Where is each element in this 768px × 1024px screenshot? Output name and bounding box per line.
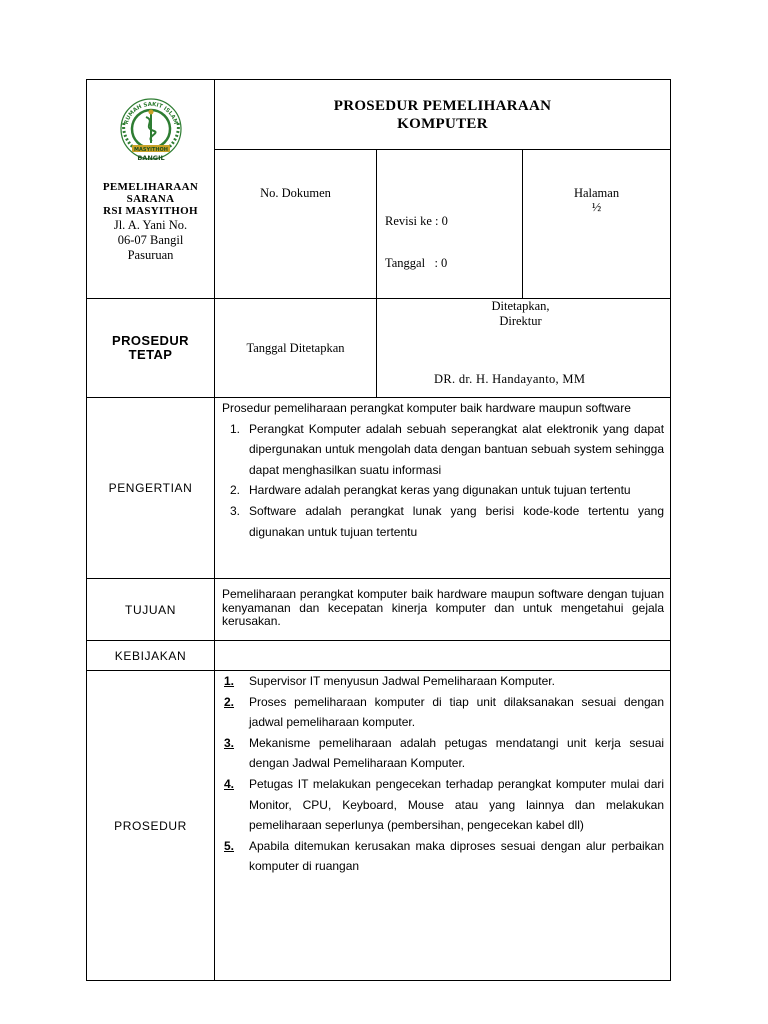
item-text: Petugas IT melakukan pengecekan terhadap perangkat komputer mulai dari Monitor, CPU, Keyboard, Mouse atau yang lainnya dan melakukan pemeliharaan seperlunya (pembersihan, pengecekan kabel dll) [249, 776, 665, 833]
no-dokumen-label: No. Dokumen [260, 186, 331, 200]
pengertian-content [215, 398, 671, 579]
list-item [222, 733, 664, 774]
logo-bottom-text: BANGIL [136, 154, 165, 162]
document-title [215, 80, 671, 150]
address-line-3: Pasuruan [127, 248, 174, 262]
item-text: Apabila ditemukan kerusakan maka diproses sesuai dengan alur perbaikan komputer di ruangan [249, 838, 665, 874]
list-item [222, 671, 664, 692]
kebijakan-label-cell [87, 641, 215, 671]
item-number: 2. [230, 483, 241, 498]
item-text: Perangkat Komputer adalah sebuah seperangkat alat elektronik yang dapat dipergunakan untuk mengolah data dengan bantuan sebuah system sehingga dapat menghasilkan suatu informasi [249, 421, 665, 477]
item-number: 1. [224, 674, 235, 688]
tujuan-text: Pemeliharaan perangkat komputer baik hardware maupun software dengan tujuan kenyamanan dan kecepatan kinerja komputer dan untuk mengetahui gejala kerusakan. [222, 587, 665, 628]
org-line-1: PEMELIHARAAN [102, 181, 199, 193]
halaman-label: Halaman [573, 186, 620, 200]
prosedur-content [215, 671, 671, 981]
protap-label-cell [87, 299, 215, 398]
item-number: 4. [224, 776, 235, 791]
list-item [222, 774, 664, 836]
tanggal-label: Tanggal : 0 [385, 256, 448, 270]
penetapan-cell [377, 299, 671, 398]
list-item [222, 692, 664, 733]
list-item [222, 480, 664, 501]
item-number: 2. [224, 694, 235, 709]
item-number: 5. [224, 838, 235, 853]
logo-org-cell [87, 80, 215, 299]
logo-arc-text: RUMAH SAKIT ISLAM [123, 101, 178, 126]
prosedur-label: PROSEDUR [114, 818, 187, 833]
list-item [222, 836, 664, 877]
tanggal-ditetapkan-cell [215, 299, 377, 398]
org-line-3: RSI MASYITHOH [103, 205, 198, 217]
list-item [222, 501, 664, 542]
title-line-1: PROSEDUR PEMELIHARAAN [333, 98, 552, 114]
sop-document-table [86, 79, 671, 981]
item-text: Software adalah perangkat lunak yang berisi kode-kode tertentu yang digunakan untuk tujuan tertentu [249, 503, 665, 539]
protap-label-line-2: TETAP [128, 347, 173, 362]
item-text: Mekanisme pemeliharaan adalah petugas mendatangi unit kerja sesuai dengan Jadwal Pemeliharaan Komputer. [249, 735, 665, 771]
tujuan-label: TUJUAN [125, 602, 176, 617]
tujuan-label-cell [87, 579, 215, 641]
nama-direktur: DR. dr. H. Handayanto, MM [434, 372, 586, 386]
item-number: 3. [230, 503, 241, 518]
item-number: 3. [224, 735, 235, 750]
revisi-cell [377, 150, 523, 299]
ditetapkan-label: Ditetapkan, [491, 299, 550, 313]
pengertian-label: PENGERTIAN [108, 481, 193, 495]
item-text: Supervisor IT menyusun Jadwal Pemeliharaan Komputer. [249, 674, 555, 688]
protap-label-line-1: PROSEDUR [112, 333, 189, 348]
item-number: 1. [230, 421, 241, 436]
prosedur-label-cell [87, 671, 215, 981]
item-text: Proses pemeliharaan komputer di tiap unit dilaksanakan sesuai dengan jadwal pemeliharaan komputer. [249, 694, 665, 730]
address-line-2: 06-07 Bangil [117, 233, 184, 247]
pengertian-intro: Prosedur pemeliharaan perangkat komputer baik hardware maupun software [222, 401, 631, 415]
logo-ribbon-text: MASYITHOH [133, 146, 168, 153]
pengertian-list [222, 419, 664, 543]
address-line-1: Jl. A. Yani No. [113, 218, 188, 232]
revisi-label: Revisi ke : 0 [385, 214, 448, 228]
halaman-value: ½ [591, 200, 602, 214]
no-dokumen-cell [215, 150, 377, 299]
item-text: Hardware adalah perangkat keras yang digunakan untuk tujuan tertentu [249, 483, 631, 498]
kebijakan-label: KEBIJAKAN [114, 648, 187, 663]
title-line-2: KOMPUTER [397, 116, 488, 132]
hospital-logo [116, 93, 186, 163]
kebijakan-content [215, 641, 671, 671]
list-item [222, 419, 664, 481]
tujuan-content [215, 579, 671, 641]
prosedur-list [222, 671, 664, 877]
jabatan-direktur: Direktur [499, 314, 542, 328]
tanggal-ditetapkan-label: Tanggal Ditetapkan [246, 340, 345, 355]
pengertian-label-cell [87, 398, 215, 579]
halaman-cell [523, 150, 671, 299]
org-line-2: SARANA [126, 193, 175, 205]
